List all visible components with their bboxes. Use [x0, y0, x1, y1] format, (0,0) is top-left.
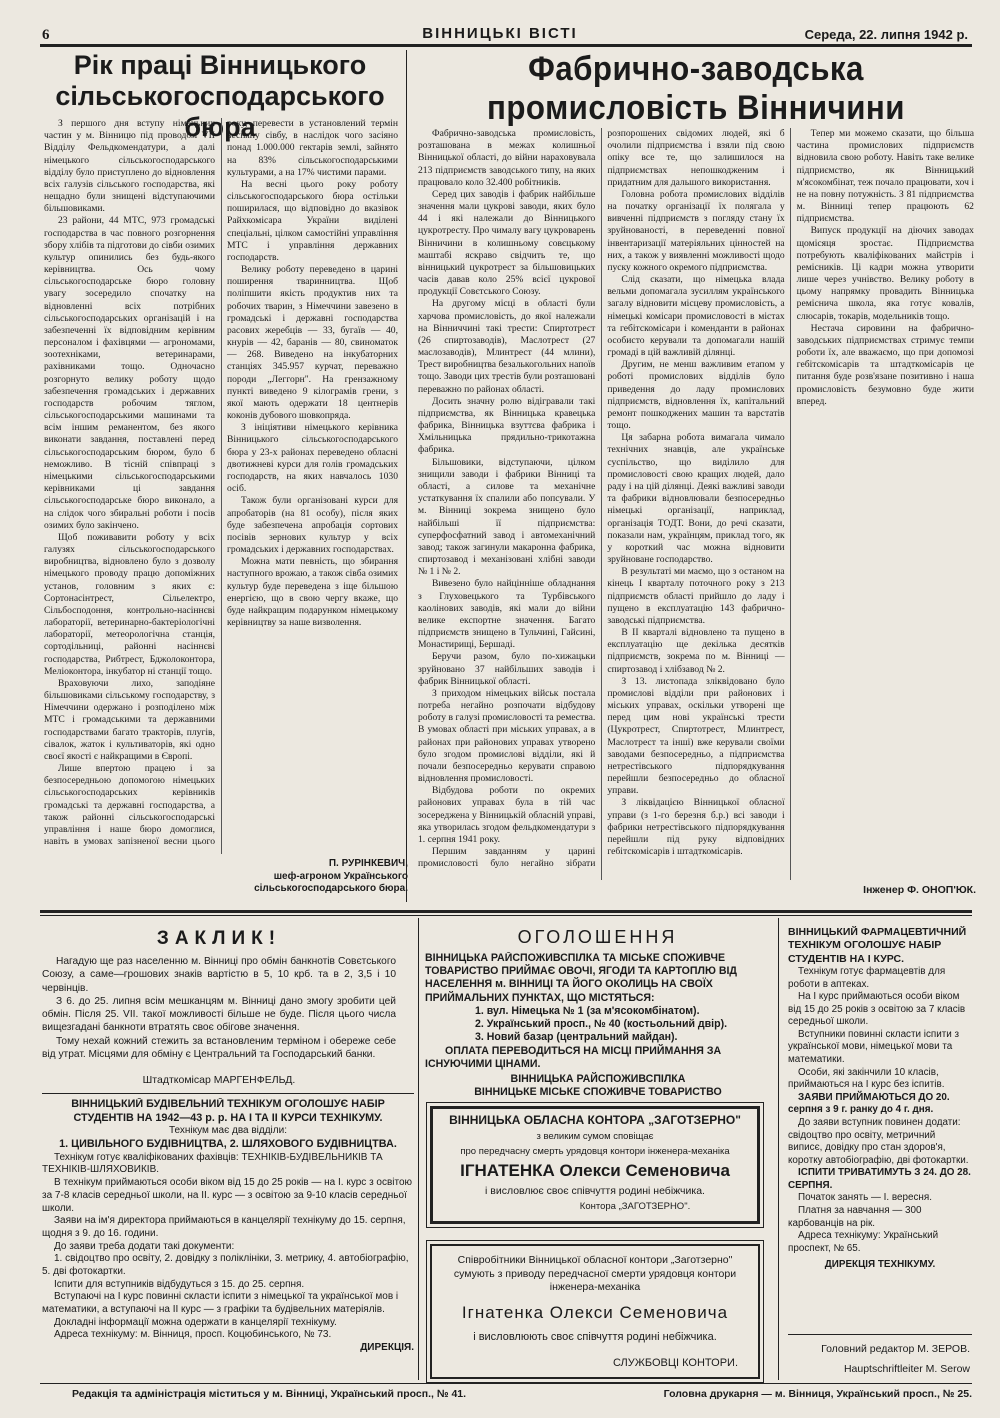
article2-paragraph: Випуск продукції на діючих заводах щомісяця зростає. Підприємства потребують кваліфікованих майстрів і ремісників. Ці кадри можна утворити лише через учнівство. Велику роботу в цьому напрямку провадить Вінницька ремісничa школа, яка готує ковалів, слюсарів, токарів, модельників тощо. — [796, 225, 974, 322]
header-rule — [40, 44, 972, 47]
editor-line2: Hauptschriftleiter M. Serow — [843, 1362, 970, 1375]
pharm-school-signature: ДИРЕКЦІЯ ТЕХНІКУМУ. — [824, 1259, 936, 1271]
article1-paragraph: Щоб поживавити роботу у всіх галузях сільськогосподарського виробництва, відновлено було з дозволу німецького проводу працю допоміжних установ, головним з яких є: Сортонасінтрест, Сільелектро, Сільбосподоння, контрольно-насіннєві лабораторії, ветеринарно-бактеріологічні лабораторії, метеорологічна станція, сортодільниці, районні насіннєві господарства, Рибтрест, Бджолоконтора, Меліоконтора, інкубатор ні станції тощо. — [44, 531, 215, 677]
announcement-signature2: ВІННИЦЬКЕ МІСЬКЕ СПОЖИВЧЕ ТОВАРИСТВО — [474, 1086, 722, 1099]
obituary1-line3: і висловлює своє співчуття родині небіжчика. — [485, 1185, 705, 1197]
article2-paragraph: З 13. листопада зліквідовано було промислові відділи при районових і міських управах, оскільки утворені ще перед цим нові українські трести (Цукротрест, Спиртотрест, Млинтрест, Маслотрест та інші) вже керували своїми заводами безпосередньо, а підприємства нетрестівського підпорядкування перейшли безпосередньо до обласної управи. — [607, 675, 785, 797]
obituary2-line: і висловлюють своє співчуття родині небіжчика. — [473, 1330, 717, 1343]
building-school-line: Іспити для вступників відбудуться з 15. до 25. серпня. — [54, 1278, 305, 1290]
building-school-subheading: Технікум має два відділи: — [169, 1125, 287, 1137]
announcement-point: 1. вул. Німецька № 1 (за м'ясокомбінатом). — [475, 1004, 700, 1017]
article1-paragraph: З ініціятиви німецького керівника Вінницького сільськогосподарського бюра у 23-х районах переведено обласні двотижневі курси для голів громадських господарств, на яких навчалось 1030 осіб. — [227, 422, 398, 495]
article2-paragraph: На другому місці в області були харчова промисловість, до якої належали на Вінниччині такі трести: Спиртотрест (26 спиртозаводів), Маслотрест (27 маслозаводів), Млинтрест (44 млини), Трест виробництва безалькогольних напоїв тощо. Заводи цих трестів були розташовані переважно по районах області. — [418, 298, 596, 395]
article2-paragraph: З ліквідацією Вінницької обласної управи (з 1-го березня б.р.) всі заводи і фабрики нетрестівського підпорядкування перейшли під руку відповідних гебітскомісарів і штадткомісарів. — [607, 797, 785, 858]
article2-paragraph: Фабрично-заводська промисловість, розташована в межах колишньої Вінницької області, до війни нараховувала 213 підприємств заводського типу, на яких працювало коло 32.400 робітників. — [418, 128, 596, 188]
article2-paragraph: Тепер ми можемо сказати, що більша частина промислових підприємств відновила свою роботу. Навіть таке велике підприємство, як Вінницький м'ясокомбінат, теж почало працювати, хоч і не на повну потужність. З 81 підприємства м. Вінниці тепер працюють 62 підприємства. — [796, 128, 974, 225]
pharm-school-line: Технікум готує фармацевтів для роботи в аптеках. — [788, 965, 946, 990]
pharm-school-line: Адреса технікуму: Український проспект, № 65. — [788, 1230, 939, 1254]
article2-paragraph: Ця забарна робота вимагала чимало технічних знавців, але українське суспільство, що виділило для промисловості свою кращих людей, дало раду і на цій ділянці. Деякі важливі заводи та фабрики відновлювали безпосередньо німецькі організації, наприклад, організація ТОДТ. Вони, до речі сказати, показали нам, українцям, приклад того, як у короткий час можна відновити зруйноване господарство. — [607, 432, 785, 566]
footer-rule — [40, 1383, 972, 1384]
issue-date: Середа, 22. липня 1942 р. — [804, 27, 968, 42]
article2-paragraph: Нестача сировини на фабрично-заводських підприємствах стримує темпи роботи їх, але вважаємо, що при допомозі гебітскомісарів та штадткомісарів це питання буде розв'язане позитивно і наша промисловість безумовно буде жити вперед. — [796, 322, 974, 407]
announcement-body — [425, 952, 771, 1100]
section-rule-thin — [40, 915, 972, 916]
appeal-paragraph: Тому нехай кожний стежить за встановленим терміном і обереже себе від утрат. Місцями для обміну є Центральний та Господарський банки. — [42, 1035, 396, 1060]
ads-divider-left — [418, 918, 419, 1380]
pharm-school-line: На І курс приймаються особи віком від 15 до 25 років з освітою за 7 класів середньої школи. — [788, 991, 966, 1028]
article2-paragraph: Беручи разом, було по-хижацьки зруйновано 37 найбільших заводів і фабрик Вінницької області. — [418, 651, 596, 687]
building-school-signature: ДИРЕКЦІЯ. — [360, 1342, 414, 1354]
building-school-line: До заяви треба додати такі документи: — [54, 1240, 235, 1252]
article2-body — [418, 128, 974, 880]
article2-paragraph: В результаті ми маємо, що з останом на кінець І кварталу поточного року з 213 підприємств області прийшло до ладу і пущено в експлуатацію 143 фабрично-заводські підприємства. — [607, 566, 785, 626]
article2-paragraph: Відбудова роботи по окремих районових управах була в тій час зосереджена у Вінницькій обласній управі, яка утворилась згодом фельдкомендатури з 1. серпня 1941 року. — [418, 785, 596, 845]
building-school-line: Вступаючі на І курс повинні скласти іспити з німецької та української мов і математики, а вступаючі на ІІ курс — з графіки та будівельних матеріялів. — [42, 1291, 399, 1316]
article1-paragraph: 23 райони, 44 МТС, 973 громадські господарства в час повного розгорнення збору хлібів та підготови до сівби озимих культур опинились без будь-якого керівництва. Ось чому сільськогосподарське бюро головну увагу зосередило спочатку на відновленні всіх потрібних сільськогосподарських організацій і на забезпеченні їх відповідним керівним персоналом і фахівцями — агрономами, зоотехніками, ветеринарами, рахівниками тощо. Одночасно розгорнуто велику роботу щодо забезпечення громадських і державних господарств робочим тяглом, сільськогосподарськими машинами та всім іншим реманентом, без якого виконати завдання, поставлені перед сільськогосподарським бюром, було б неможливо. В тісній співпраці з німецькими сільськогосподарськими керівниками ці завдання сільськогосподарське бюро виконало, а на слідок чого збиральні роботи і посів озимих було закінчено. — [44, 215, 215, 531]
obituary1-org: ВІННИЦЬКА ОБЛАСНА КОНТОРА „ЗАГОТЗЕРНО" — [449, 1113, 741, 1127]
article2-title: Фабрично-заводська промисловість Вінничини — [487, 50, 905, 128]
obituary1-line2: про передчасну смерть урядовця контори інженера-механіка — [460, 1146, 730, 1157]
appeal-title: ЗАКЛИК! — [156, 928, 282, 949]
pharm-school-line: Платня за навчання — 300 карбованців на рік. — [788, 1204, 922, 1229]
building-school-line: В технікум приймаються особи віком від 15 до 25 років — на І. курс з освітою за 7-8 класів середньої школи, на ІІ. курс — з освітою за 9-10 класів середньої школи. — [42, 1177, 413, 1214]
building-school-departments: 1. ЦИВІЛЬНОГО БУДІВНИЦТВА, 2. ШЛЯХОВОГО БУДІВНИЦТВА. — [59, 1138, 397, 1151]
announcement-signature1: ВІННИЦЬКА РАЙСПОЖИВСПІЛКА — [510, 1073, 686, 1086]
article1-body — [44, 118, 398, 854]
building-school-notice — [42, 1098, 414, 1355]
editor-block — [788, 1340, 970, 1380]
pharm-school-line: Початок занять — І. вересня. — [798, 1192, 932, 1204]
appeal-body — [42, 955, 396, 1061]
pharm-school-line: ІСПИТИ ТРИВАТИМУТЬ З 24. ДО 28. СЕРПНЯ. — [788, 1167, 971, 1191]
article1-paragraph: Велику роботу переведено в царині поширення тваринництва. Щоб поліпшити якість продуктив них та робочих тварин, з Німеччини завезено в громадські і державні господарства расових жеребців — 33, бугаїв — 40, кнурів — 42, баранів — 80, свиноматок — 268. Виведено на інкубаторних станціях 345.957 курчат, переважно породи „Леггорн". На грензажному пункті виведено 9 кілограмів грени, з якої мають одержати 18 центнерів коконів дубового шовкопряда. — [227, 264, 398, 422]
ads-divider-right — [778, 918, 779, 1380]
appeal-paragraph: Нагадую ще раз населенню м. Вінниці про обмін банкнотів Совєтського Союзу, а саме—грошових знаків вартістю в 5, 10 крб. та в 2, 3,5 і 10 червінців. — [42, 956, 396, 994]
editor-rule — [788, 1334, 972, 1335]
article1-paragraph: З першого дня вступу німецьких частин у м. Вінницю під проводом VII Відділу Фельдкомендатури, а далі німецького сільськогосподарського відділу було приступлено до відновлення всіх галузів сільського господарства, які нещадно були знищені відступаючими більшовиками. — [44, 118, 215, 215]
obituary1-line1: з великим сумом сповіщає — [536, 1131, 654, 1142]
article1-paragraph: Враховуючи лихо, заподіяне більшовиками сільському господарству, з Німеччини одержано і розподілено між МТС і громадськими та державними господарствами багато тракторів, плугів, сівалок, жаток і культиваторів, які одно своєї якості є найкращими в Європі. — [44, 677, 215, 762]
article2-paragraph: Першим завданням у царині промисловості було негайно зібрати розпорошених свідомих людей, які б очолили підприємства і взяли під свою опіку все те, що залишилося на підприємствах непошкодженим і придатним для дальшого використання. — [418, 128, 785, 870]
article2-paragraph: Досить значну ролю відігравали такі підприємства, як Вінницька кравецька фабрика, Вінницька взуттєва фабрика і Хмільницька прядильно-трикотажна фабрика. — [418, 395, 596, 456]
obituary-box-1 — [430, 1106, 760, 1224]
building-school-heading: ВІННИЦЬКИЙ БУДІВЕЛЬНИЙ ТЕХНІКУМ ОГОЛОШУЄ НАБІР СТУДЕНТІВ НА 1942—43 р. р. НА І ТА ІІ КУРСИ ТЕХНІКУМУ. — [71, 1098, 385, 1124]
appeal-signature: Штадткомісар МАРГЕНФЕЛЬД. — [142, 1074, 296, 1086]
article2-signature: Інженер Ф. ОНОП'ЮК. — [863, 884, 976, 896]
announcement-payment: ОПЛАТА ПЕРЕВОДИТЬСЯ НА МІСЦІ ПРИЙМАННЯ ЗА ІСНУЮЧИМИ ЦІНАМИ. — [425, 1044, 722, 1070]
newspaper-name: ВІННИЦЬКІ ВІСТІ — [422, 25, 578, 42]
article2-paragraph: Більшовики, відступаючи, цілком знищили заводи і фабрики Вінниці та області, а силове та механічне устаткування їх спалили або попсували. У м. Вінниці зокрема знищено було найбільші її підприємства: суперфосфатний завод і автомеханічний завод; також загинули макаронна фабрика, спиртозавод і механізовані хлібні заводи № 1 і № 2. — [418, 456, 596, 578]
announcement-text: ВІННИЦЬКА РАЙСПОЖИВСПІЛКА ТА МІСЬКЕ СПОЖИВЧЕ ТОВАРИСТВО ПРИЙМАЄ ОВОЧІ, ЯГОДИ ТА КАРТОПЛЮ ВІД НАСЕЛЕННЯ м. ВІННИЦІ ТА ЙОГО ОКОЛИЦЬ НА СВОЇХ ПРИЙМАЛЬНИХ ПУНКТАХ, ЩО МІСТЯТЬСЯ: — [425, 952, 737, 1004]
column-divider — [406, 50, 407, 902]
page-number: 6 — [42, 27, 50, 43]
obituary1-sign: Контора „ЗАГОТЗЕРНО". — [579, 1201, 691, 1212]
article1-signature — [230, 858, 408, 896]
pharm-school-heading: ВІННИЦЬКИЙ ФАРМАЦЕВТИЧНИЙ ТЕХНІКУМ ОГОЛОШУЄ НАБІР СТУДЕНТІВ НА І КУРС. — [788, 926, 967, 965]
article1-paragraph: Також були організовані курси для апробаторів (на 81 особу), після яких буде забезпечена апробація сортових посівів зернових культур у всіх громадських і державних господарствах. — [227, 495, 398, 556]
article1-title: Рік праці Вінницького сільськогосподарського бюра — [55, 50, 385, 143]
article2-paragraph: Серед цих заводів і фабрик найбільше значення мали цукрові заводи, яких було 44 і які належали до Вінницького цукротресту. Про чималу вагу цукроварень Вінничини в колишньому совєцькому маштабі яскраво свідчить те, що вінницький цукротрест за більшовицьких часів давав коло 25% всієї цукрової продукції Совєтського Союзу. — [418, 188, 596, 298]
article2-paragraph: Слід сказати, що німецька влада вельми допомагала зусиллям українського загалу відновити місцеву промисловість, а німецькі комісари промисловості в містах та гебітскомісари і коменданти в районах особисто керували та допомагали нашій громаді в цій важливій ділянці. — [607, 274, 785, 359]
obituary2-sign: СЛУЖБОВЦІ КОНТОРИ. — [612, 1356, 738, 1369]
article2-paragraph: Другим, не менш важливим етапом у роботі промислових відділів було приведення до ладу промислових підприємств, відновлення їх, капітальний ремонт пошкоджених машин та варстатів тощо. — [607, 359, 785, 432]
footer-left: Редакція та адміністрація міститься у м. Вінниці, Український просп., № 41. — [72, 1388, 467, 1400]
article1-paragraph: На весні цього року роботу сільськогосподарського бюра остільки поширилася, що відповідно до вказівок Райхкомісара України виділені спеціальні, цілком самостійні управління МТС і управління державних господарств. — [227, 178, 398, 263]
pharm-school-line: До заяви вступник повинен додати: свідоцтво про освіту, метричний виписє, довідку про стан здоров'я, коротку автобіографію, дві фотокартки. — [788, 1116, 969, 1166]
announcement-point: 3. Новий базар (центральний майдан). — [475, 1031, 678, 1044]
announcement-point: 2. Український просп., № 40 (костьольний двір). — [475, 1018, 728, 1031]
article1-paragraph: Лише впертою працею і за безпосередньою допомогою німецьких сільськогосподарських керівників громадські та державні господарства, а також районні сільськогосподарські управління і наше бюро домоглися, навіть в умовах запізненої весни цього року, перевести в установлений термін весняну сівбу, в наслідок чого засіяно понад 1.000.000 гектарів землі, зайнято на 83% сільськогосподарськими культурами, а на 17% чистими парами. — [44, 118, 398, 848]
pharm-school-line: ЗАЯВИ ПРИЙМАЮТЬСЯ ДО 20. серпня з 9 г. ранку до 4 г. дня. — [788, 1091, 950, 1116]
section-rule — [40, 910, 972, 913]
footer-right: Головна друкарня — м. Вінниця, Український просп., № 25. — [663, 1388, 972, 1400]
pharm-school-line: Особи, які закінчили 10 класів, приймаються на І курс без іспитів. — [788, 1066, 945, 1091]
article1-signature-title: шеф-агроном Українського сільськогосподарського бюра. — [254, 870, 408, 894]
article2-paragraph: Головна робота промислових відділів на початку організації їх полягала у вивченні підприємств з погляду стану їх зруйнованості, в переведенні повної інвентаризації матеріяльних цінностей на них, а також у виявленні можливості щодо пуску кожного окремого підприємства. — [607, 188, 785, 273]
editor-line1: Головний редактор М. ЗЕРОВ. — [821, 1343, 970, 1355]
appeal-rule — [42, 1093, 414, 1094]
announcement-title: ОГОЛОШЕННЯ — [517, 927, 678, 947]
footer — [72, 1388, 972, 1400]
building-school-line: 1. свідоцтво про освіту, 2. довідку з поліклініки, 3. метрику, 4. автобіографію, 5. дві фотокартки. — [42, 1253, 409, 1277]
obituary2-text: Співробітники Вінницької обласної контори „Заготзерно" сумують з приводу передчасної смерти урядовця контори інженера-механіка — [453, 1254, 737, 1294]
building-school-line: Докладні інформації можна одержати в канцелярії технікуму. — [54, 1316, 337, 1328]
pharm-school-notice — [788, 926, 972, 1272]
obituary2-name: Ігнатенка Олекси Семеновича — [461, 1302, 729, 1322]
pharm-school-line: Вступники повинні скласти іспити з української мови, німецької мови та математики. — [788, 1028, 960, 1066]
appeal-paragraph: З 6. до 25. липня всім мешканцям м. Вінниці дано змогу зробити цей обмін. Після 25. VII. такої можливості більше не буде. Після цього числа вищезгадані банкноти втратять своє обігове значення. — [42, 995, 396, 1034]
building-school-line: Технікум готує кваліфікованих фахівців: ТЕХНІКІВ-БУДІВЕЛЬНИКІВ ТА ТЕХНІКІВ-ШЛЯХОВИКІВ. — [42, 1151, 383, 1176]
obituary-box-2 — [430, 1244, 760, 1379]
building-school-line: Заяви на ім'я директора приймаються в канцелярії технікуму до 15. серпня, щодня з 9. до 16. години. — [42, 1215, 406, 1239]
building-school-line: Адреса технікуму: м. Вінниця, просп. Коцюбинського, № 73. — [54, 1329, 332, 1341]
article2-paragraph: В II кварталі відновлено та пущено в експлуатацію ще декілька десятків підприємств, зокрема по м. Вінниці — спиртозавод і хлібзавод № 2. — [607, 627, 785, 675]
article1-paragraph: Можна мати певність, що збирання наступного врожаю, а також сівба озимих культур буде переведена з іще більшою енергією, що в свою чергу вкаже, що буде найкращим подарунком німецькому керівництву за наше визволення. — [227, 556, 398, 629]
article1-signature-name: П. РУРІНКЕВИЧ, — [328, 858, 408, 869]
obituary1-name: ІГНАТЕНКА Олекси Семеновича — [460, 1161, 730, 1180]
article2-paragraph: З приходом німецьких військ постала потреба негайно розпочати відбудову роботу в галузі промисловості та ремества. В умовах області при міських управах, а в районах при районових управах утворено було згодом промислові відділи, які й почали безпосередньо керувати справою відновлення промисловості. — [418, 687, 596, 785]
article2-paragraph: Вивезено було найцінніше обладнання з Глуховецького та Турбівського каолінових заводів, які мали до війни велике експортне значення. Багато підприємств знищено в Тульчині, Гайсині, Монастирищі, Бершаді. — [418, 578, 596, 651]
